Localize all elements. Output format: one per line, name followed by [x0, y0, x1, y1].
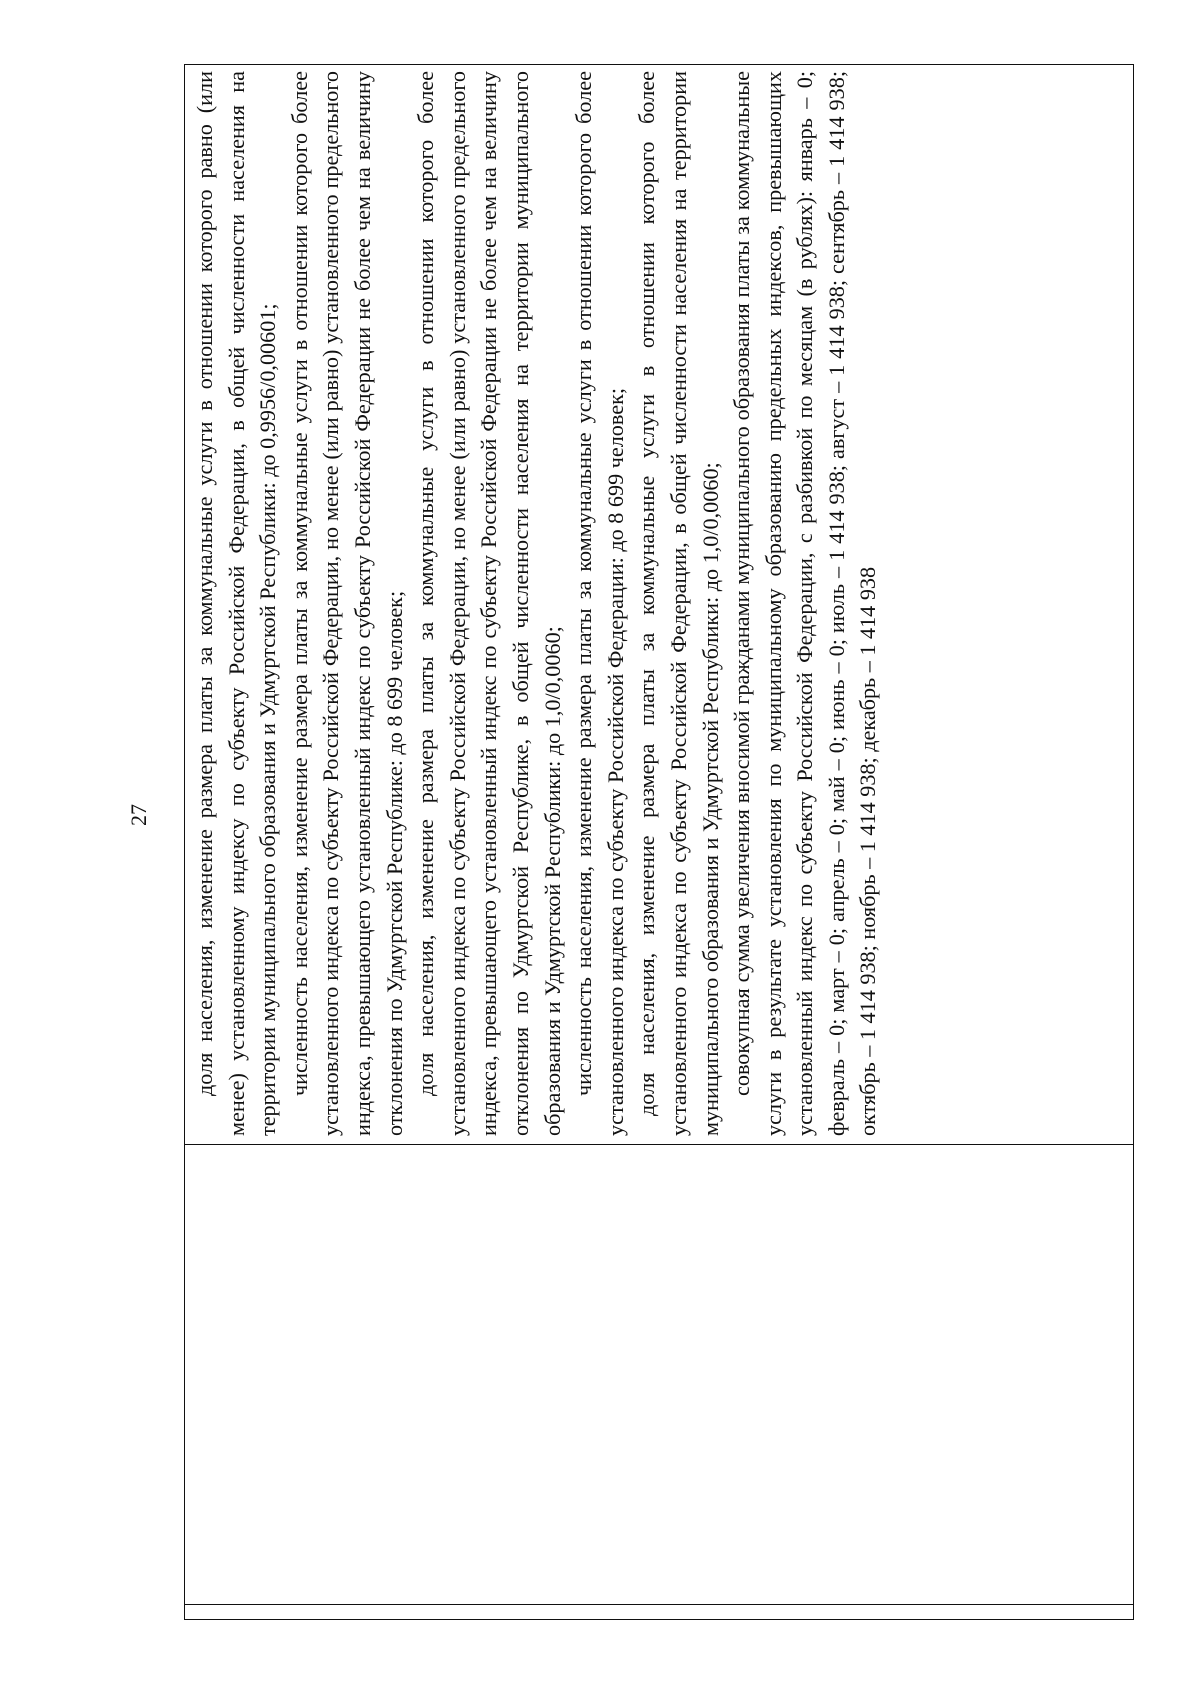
table-cell-content [185, 65, 1134, 1145]
page-number: 27 [126, 804, 151, 826]
paragraph-total-increase-by-month: совокупная сумма увеличения вносимой гражданами муниципального образования платы за коммунальные услуги в результате установления по муниципальному образованию предельных индексов, превышающих установленный индекс по субъекту Российской Федерации, с разбивкой по месяцам (в рублях): январь – 0; февраль – 0; март – 0; апрель – 0; май – 0; июнь – 0; июль – 1 414 938; август – 1 414 938; сентябрь – 1 414 938; октябрь – 1 414 938; ноябрь – 1 414 938; декабрь – 1 414 938 [729, 71, 881, 1136]
paragraph-share-above-index-within-limit: доля населения, изменение размера платы за коммунальные услуги в отношении которого более установленного индекса по субъекту Российской Федерации, но менее (или равно) установленного предельного индекса, превышающего установленный индекс по субъекту Российской Федерации не более чем на величину отклонения по Удмуртской Республике, в общей численности населения на территории муниципального образования и Удмуртской Республики: до 1,0/0,0060; [413, 71, 565, 1136]
table-cell-narrow [185, 1605, 1134, 1620]
table-row [185, 65, 1134, 1620]
paragraph-count-above-index-within-limit: численность населения, изменение размера платы за коммунальные услуги в отношении которого более установленного индекса по субъекту Российской Федерации, но менее (или равно) установленного предельного индекса, превышающего установленный индекс по субъекту Российской Федерации не более чем на величину отклонения по Удмуртской Республике: до 8 699 человек; [286, 71, 407, 1136]
rotated-page [184, 65, 1134, 1620]
paragraph-share-above-index: доля населения, изменение размера платы за коммунальные услуги в отношении которого более установленного индекса по субъекту Российской Федерации, в общей численности населения на территории муниципального образования и Удмуртской Республики: до 1,0/0,0060; [634, 71, 723, 1136]
document-table [184, 64, 1134, 1620]
indicator-text [185, 65, 884, 1144]
table-cell-empty [185, 1145, 1134, 1605]
paragraph-count-above-index: численность населения, изменение размера платы за коммунальные услуги в отношении которого более установленного индекса по субъекту Российской Федерации: до 8 699 человек; [571, 71, 628, 1136]
paragraph-share-within-index: доля населения, изменение размера платы за коммунальные услуги в отношении которого равно (или менее) установленному индексу по субъекту Российской Федерации, в общей численности населения на территории муниципального образования и Удмуртской Республики: до 0,9956/0,00601; [192, 71, 281, 1136]
